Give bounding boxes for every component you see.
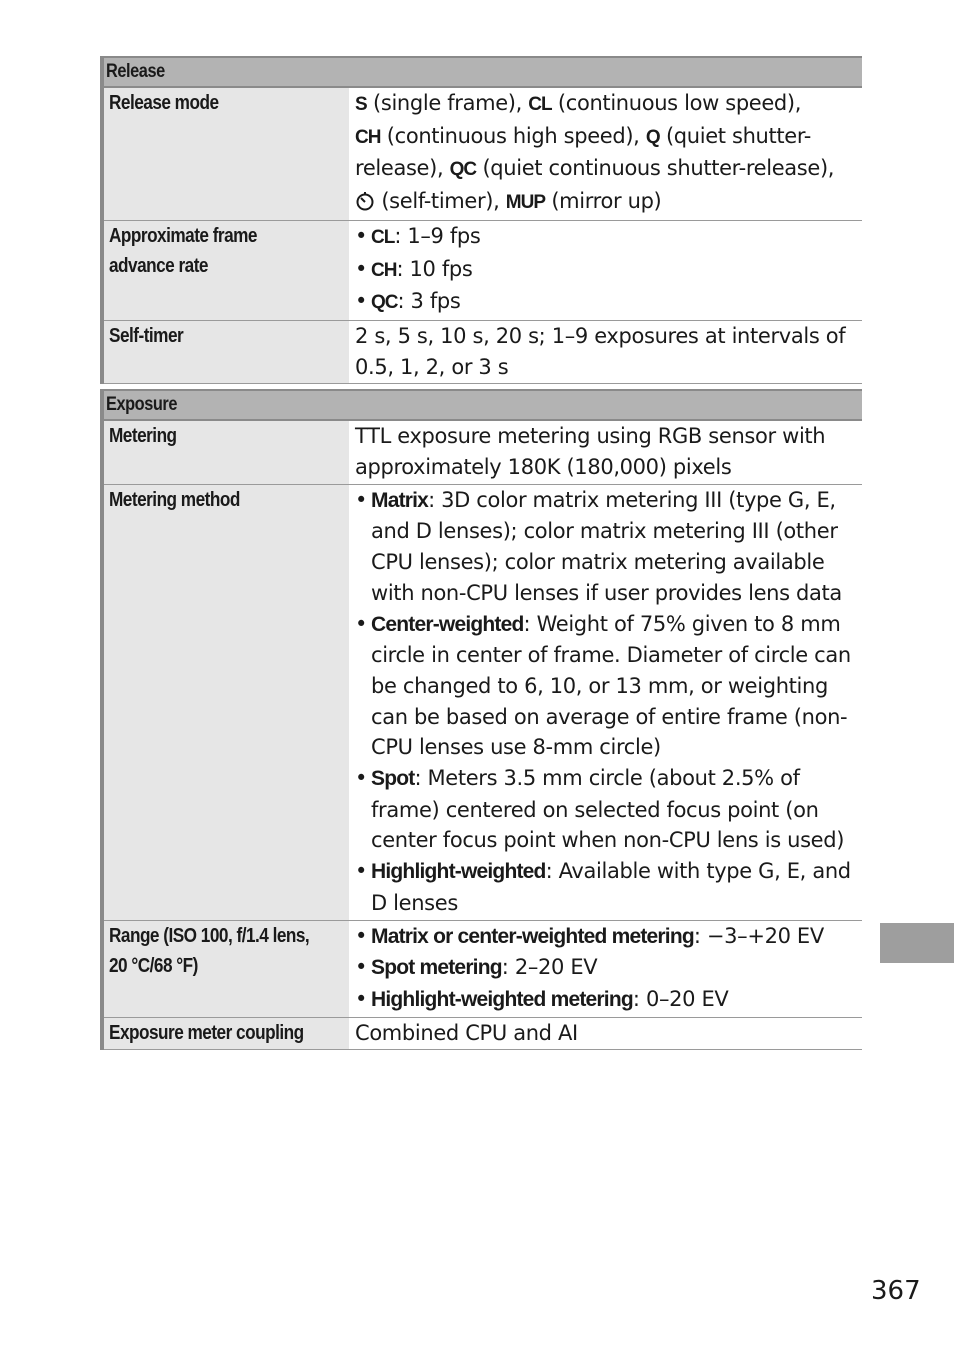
row-range: [104, 921, 862, 1018]
list-item: • CH: 10 fps: [355, 256, 473, 281]
row-label: Exposure meter coupling: [104, 1018, 349, 1050]
list-item: • Spot: Meters 3.5 mm circle (about 2.5% of frame) centered on selected focus point (on center focus point when non-CPU lens is used): [355, 766, 845, 853]
row-value: [349, 221, 862, 320]
list-item: • Matrix or center-weighted metering: −3–+20 EV: [355, 923, 824, 948]
row-metering-method: [104, 485, 862, 921]
list-item: • Center-weighted: Weight of 75% given to 8 mm circle in center of frame. Diameter of circle can be changed to 6, 10, or 13 mm, or weighting can be based on average of entire frame (non- CPU lenses use 8-mm circle): [355, 611, 851, 760]
thumb-index-tab: [880, 923, 954, 963]
row-release-mode: [104, 88, 862, 221]
row-value: [349, 921, 862, 1017]
row-metering: [104, 421, 862, 484]
list-item: • Highlight-weighted: Available with type G, E, and D lenses: [355, 859, 851, 915]
section-header-release: Release: [104, 56, 862, 88]
row-frame-advance-rate: [104, 221, 862, 321]
row-value: 2 s, 5 s, 10 s, 20 s; 1–9 exposures at intervals of 0.5, 1, 2, or 3 s: [355, 323, 846, 379]
self-timer-icon: [355, 189, 375, 213]
list-item: • Matrix: 3D color matrix metering III (type G, E, and D lenses); color matrix metering III (other CPU lenses); color matrix metering available with non-CPU lenses if user provides lens data: [355, 487, 842, 605]
page-number: 367: [871, 1276, 921, 1306]
list-item: • Spot metering: 2–20 EV: [355, 955, 598, 980]
list-item: • Highlight-weighted metering: 0–20 EV: [355, 986, 729, 1011]
row-label: Range (ISO 100, f/1.4 lens, 20 °C/68 °F): [104, 921, 349, 1017]
row-label: Release mode: [104, 88, 349, 220]
row-self-timer: [104, 321, 862, 384]
list-item: • QC: 3 fps: [355, 289, 461, 314]
section-header-exposure: Exposure: [104, 389, 862, 421]
spec-table: [100, 56, 862, 1050]
row-value: Combined CPU and AI: [355, 1020, 578, 1045]
row-label: Metering: [104, 421, 349, 483]
row-label: Approximate frame advance rate: [104, 221, 349, 320]
row-value: TTL exposure metering using RGB sensor with approximately 180K (180,000) pixels: [355, 424, 826, 480]
row-value: S (single frame), CL (continuous low speed), CH (continuous high speed), Q (quiet shutter- release), QC (quiet continuous shutter-release), (self-timer), MUP (mirror up): [355, 91, 835, 214]
row-label: Metering method: [104, 485, 349, 920]
row-value: [349, 485, 862, 920]
row-meter-coupling: [104, 1018, 862, 1051]
list-item: • CL: 1–9 fps: [355, 223, 481, 248]
row-label: Self-timer: [104, 321, 349, 383]
